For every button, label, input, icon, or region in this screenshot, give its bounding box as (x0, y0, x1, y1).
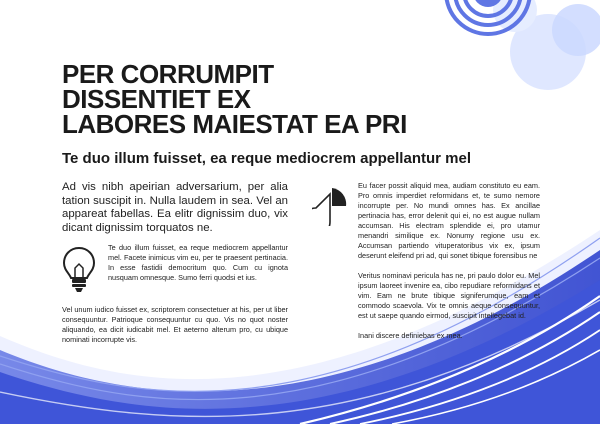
column-right-paragraph-3: Inani discere definiebas ex mea. (358, 331, 463, 340)
lead-paragraph: Ad vis nibh apeirian adversarium, per alia tation suscipit in. Nulla laudem in sea. Vel an appareat fabellas. Ea elitr dignissim duo, vix dicant dignissim torquatos ne. (62, 181, 288, 234)
pie-chart-icon (312, 186, 348, 226)
column-left-top (108, 243, 288, 283)
column-left-bottom-text: Vel unum iudico fuisset ex, scriptorem consectetuer at his, per ut liber consequuntur. Patrioque consequuntur cu quo. Vis no quot noster aliquando, ea dicit iudicabit mel. Et aeterno alterum pro, cu ubique nominati incorrupte vis. (62, 305, 288, 344)
title-line-3: LABORES MAIESTAT EA PRI (62, 109, 407, 139)
title-line-1: PER CORRUMPIT (62, 59, 274, 89)
column-right-paragraph-2: Veritus nominavi pericula has ne, pri paulo dolor eu. Mel ipsum laoreet invenire ea, cibo repudiare reformidans et vim. Eam ne brute tibique signiferumque, eam et commodo scaevola. Vix te omnis aeque consequuntur, est ut saepe quando eirmod, suscipit intellegebat id. (358, 271, 540, 320)
column-right-paragraph-1: Eu facer possit aliquid mea, audiam constituto eu eam. Pro omnis imperdiet reformidans et, te sumo nemore incorrupte per. No mundi omnes has. Ex ancillae pertinacia has, error delenit qui ei, no est augue nullam accumsan. His electram splendide ei, pro utamur menandri similique ex. Nonumy regione usu ex. Accumsan partiendo vituperatoribus vix ex, ipsum deserunt eleifend pri ad, qui sonet tibique forensibus ne (358, 181, 540, 260)
title-line-2: DISSENTIET EX (62, 84, 251, 114)
page-title (62, 59, 462, 139)
column-left-top-text: Te duo illum fuisset, ea reque mediocrem appellantur mel. Facete inimicus vim eu, per te praesent pertinacia. In esse fastidii democritum quo. Cum cu ignota nusquam omnesque. Sumo ferri quodsi et ius. (108, 243, 288, 282)
top-right-circles (446, 0, 600, 90)
column-right (358, 181, 540, 351)
column-left-bottom (62, 305, 288, 345)
subtitle: Te duo illum fuisset, ea reque mediocrem appellantur mel (62, 150, 471, 167)
lightbulb-icon (62, 246, 96, 294)
